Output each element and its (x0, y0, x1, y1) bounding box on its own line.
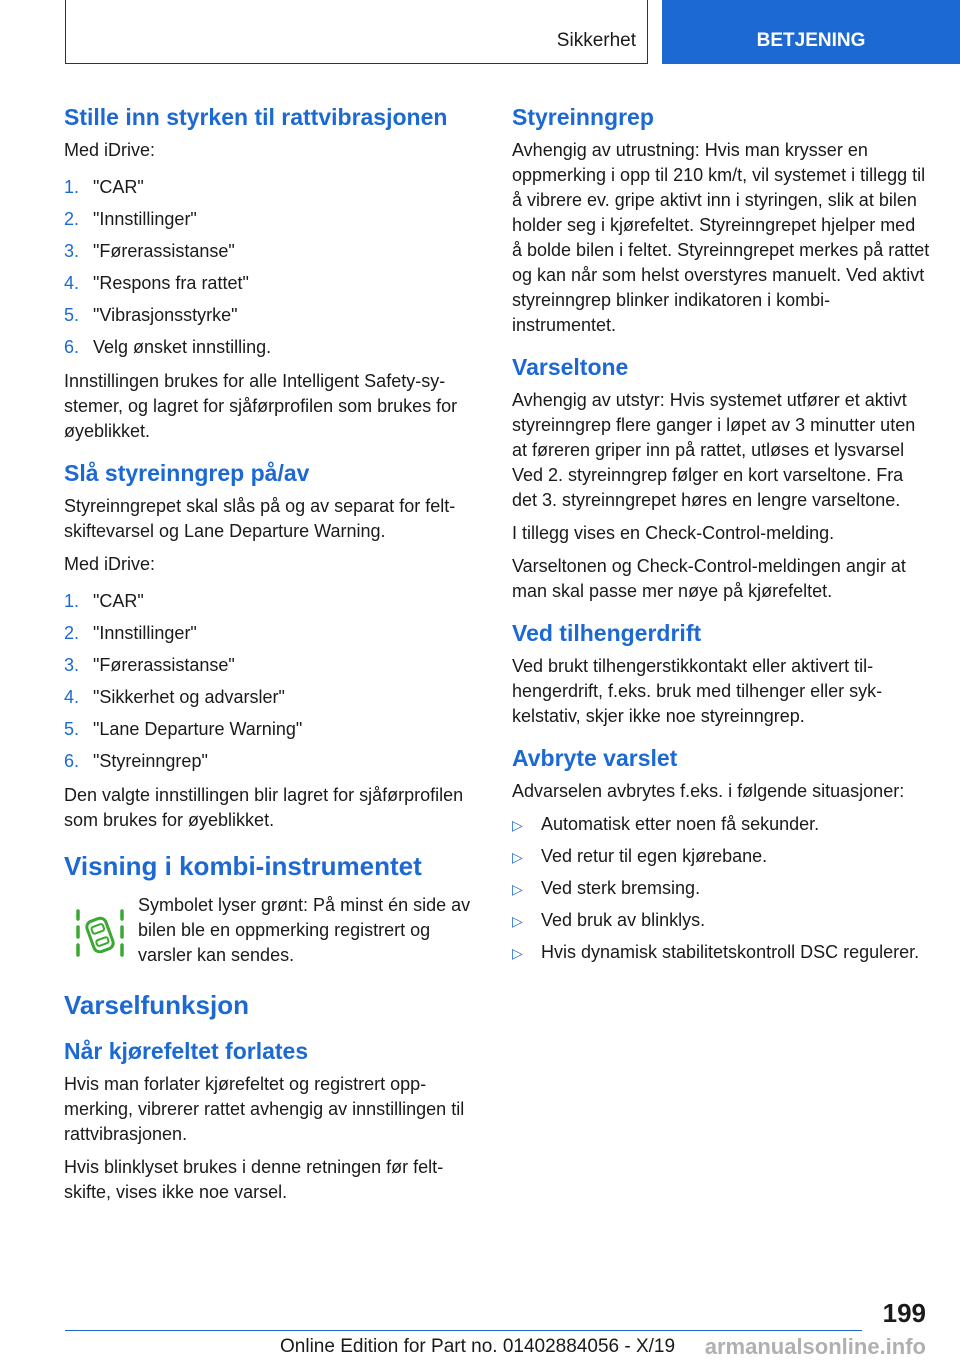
bullet-triangle-icon: ▷ (512, 817, 523, 833)
paragraph: I tillegg vises en Check-Control-melding. (512, 523, 835, 543)
heading-instrument-cluster: Visning i kombi-instrumentet (64, 851, 422, 881)
footer-edition: Online Edition for Part no. 01402884056 - X/19 (280, 1336, 676, 1357)
list-number: 1. (64, 591, 80, 611)
paragraph: Hvis man forlater kjørefeltet og registrert oppmerking, vibrerer rattet avhengig av innstillingen til rattvibrasjonen. (64, 1074, 465, 1144)
list-text: Automatisk etter noen få sekunder. (541, 814, 820, 834)
left-column (64, 100, 482, 1213)
heading-toggle-steering: Slå styreinngrep på/av (64, 460, 310, 486)
bullet-triangle-icon: ▷ (512, 945, 523, 961)
heading-cancel-warning: Avbryte varslet (512, 745, 678, 771)
list-item (64, 171, 482, 203)
list-text: Velg ønsket innstilling. (93, 337, 272, 357)
list-text: Hvis dynamisk stabilitetskontroll DSC regulerer. (541, 942, 920, 962)
list-number: 3. (64, 241, 80, 261)
paragraph: Innstillingen brukes for alle Intelligent Safety-systemer, og lagret for sjåførprofilen som brukes for øyeblikket. (64, 371, 458, 441)
watermark: armanualsonline.info (704, 1334, 926, 1359)
list-text: "Styreinngrep" (93, 751, 208, 771)
heading-trailer-mode: Ved tilhengerdrift (512, 620, 702, 646)
list-item (64, 203, 482, 235)
list-text: "Vibrasjonsstyrke" (93, 305, 238, 325)
list-item (64, 745, 482, 777)
list-item (512, 844, 930, 869)
lane-departure-warning-icon (72, 905, 128, 961)
list-item (64, 235, 482, 267)
list-item (512, 812, 930, 837)
list-text: "Førerassistanse" (93, 655, 235, 675)
list-text: Ved retur til egen kjørebane. (541, 846, 768, 866)
paragraph: Avhengig av utstyr: Hvis systemet utfører et aktivt styreinngrep flere ganger i løpet av 3 minutter uten at føreren griper inn på rattet, utløses et lysvarsel Ved 2. styreinngrep følger en kort varseltone. Fra det 3. styreinngrepet høres en lengre varseltone. (512, 390, 916, 510)
symbol-row (64, 893, 482, 968)
list-item (64, 331, 482, 363)
header-chapter-tab: BETJENING (662, 0, 960, 64)
list-text: "Førerassistanse" (93, 241, 235, 261)
list-item (64, 617, 482, 649)
heading-warning-tone: Varseltone (512, 354, 629, 380)
list-text: "Lane Departure Warning" (93, 719, 303, 739)
heading-vibration-strength: Stille inn styrken til rattvibrasjonen (64, 104, 448, 130)
list-text: "Sikkerhet og advarsler" (93, 687, 285, 707)
bullet-triangle-icon: ▷ (512, 913, 523, 929)
list-number: 2. (64, 623, 80, 643)
list-number: 6. (64, 751, 80, 771)
paragraph: Den valgte innstillingen blir lagret for sjåførprofilen som brukes for øyeblikket. (64, 785, 464, 830)
paragraph: Advarselen avbrytes f.eks. i følgende situasjoner: (512, 781, 905, 801)
list-number: 5. (64, 719, 80, 739)
header-section-title: Sikkerhet (556, 30, 636, 51)
steps-list-1 (64, 171, 482, 363)
list-text: "CAR" (93, 591, 144, 611)
list-item (64, 267, 482, 299)
page-number: 199 (882, 1298, 926, 1328)
list-text: Ved sterk bremsing. (541, 878, 701, 898)
list-number: 1. (64, 177, 80, 197)
footer-divider (65, 1330, 862, 1331)
list-number: 4. (64, 687, 80, 707)
paragraph: Hvis blinklyset brukes i denne retningen før feltskifte, vises ikke noe varsel. (64, 1157, 444, 1202)
list-item (512, 908, 930, 933)
list-text: "Innstillinger" (93, 209, 197, 229)
paragraph: Avhengig av utrustning: Hvis man krysser en oppmerking i opp til 210 km/t, vil systemet i tillegg til å vibrere ev. gripe aktivt inn i styringen, slik at bilen holder seg i kjørefeltet. Styreinngrepet hjelper med å bolde bilen i feltet. Styreinngrepet merkes på rattet og kan når som helst overstyres manuelt. Ved aktivt styreinngrep blinker indikatoren i kombi-instrumentet. (512, 140, 930, 335)
steps-list-2 (64, 585, 482, 777)
list-number: 3. (64, 655, 80, 675)
list-number: 2. (64, 209, 80, 229)
bullet-triangle-icon: ▷ (512, 881, 523, 897)
list-text: Ved bruk av blinklys. (541, 910, 706, 930)
list-number: 4. (64, 273, 80, 293)
list-item (64, 585, 482, 617)
bullet-list (512, 812, 930, 965)
paragraph: Med iDrive: (64, 554, 156, 574)
list-number: 6. (64, 337, 80, 357)
list-item (64, 713, 482, 745)
right-column (512, 100, 930, 972)
paragraph: Ved brukt tilhengerstikkontakt eller aktivert tilhengerdrift, f.eks. bruk med tilhenger eller sykkelstativ, skjer ikke noe styreinngrep. (512, 656, 883, 726)
list-text: "Innstillinger" (93, 623, 197, 643)
paragraph: Varseltonen og Check-Control-meldingen angir at man skal passe mer nøye på kjørefeltet. (512, 556, 906, 601)
list-item (512, 940, 930, 965)
bullet-triangle-icon: ▷ (512, 849, 523, 865)
list-item (64, 681, 482, 713)
heading-warning-function: Varselfunksjon (64, 990, 249, 1020)
heading-steering-intervention: Styreinngrep (512, 104, 654, 130)
symbol-description: Symbolet lyser grønt: På minst én side av bilen ble en oppmerking registrert og varsler kan sendes. (138, 895, 471, 965)
heading-leaving-lane: Når kjørefeltet forlates (64, 1038, 309, 1064)
list-item (64, 299, 482, 331)
list-number: 5. (64, 305, 80, 325)
list-item (512, 876, 930, 901)
paragraph: Med iDrive: (64, 140, 156, 160)
list-text: "CAR" (93, 177, 144, 197)
list-text: "Respons fra rattet" (93, 273, 249, 293)
paragraph: Styreinngrepet skal slås på og av separat for feltskiftevarsel og Lane Departure Warning. (64, 496, 456, 541)
list-item (64, 649, 482, 681)
